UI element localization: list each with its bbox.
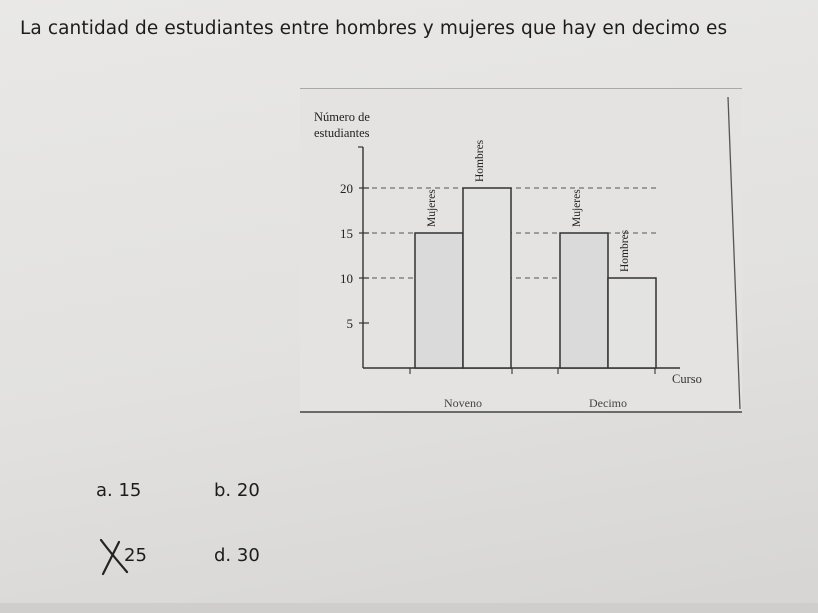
bar-label-mujeres: Mujeres	[571, 189, 583, 227]
category-label: Noveno	[444, 396, 482, 410]
option-d[interactable]: d. 30	[214, 545, 260, 566]
y-axis-label-line2: estudiantes	[314, 126, 370, 140]
bar-hombres-noveno	[463, 188, 511, 368]
y-tick-label: 20	[340, 181, 353, 196]
bar-chart-figure	[300, 88, 742, 413]
y-tick-label: 10	[340, 271, 353, 286]
question-text: La cantidad de estudiantes entre hombres y mujeres que hay en decimo es	[20, 18, 728, 39]
bar-label-hombres: Hombres	[474, 139, 486, 182]
bar-hombres-decimo	[608, 278, 656, 368]
bar-label-mujeres: Mujeres	[426, 189, 438, 227]
page-edge	[0, 603, 818, 613]
bar-label-hombres: Hombres	[619, 229, 631, 272]
y-tick-label: 5	[346, 316, 353, 331]
option-b[interactable]: b. 20	[214, 480, 260, 501]
bar-chart	[300, 89, 742, 411]
cross-mark-icon	[97, 536, 131, 576]
category-label: Decimo	[589, 396, 627, 410]
x-axis-label: Curso	[672, 372, 702, 386]
figure-right-border	[728, 97, 740, 409]
bar-mujeres-decimo	[560, 233, 608, 368]
option-c-label: 25	[124, 545, 147, 566]
y-tick-label: 15	[340, 226, 353, 241]
option-a[interactable]: a. 15	[96, 480, 142, 501]
bar-mujeres-noveno	[415, 233, 463, 368]
y-axis-label-line1: Número de	[314, 110, 370, 124]
